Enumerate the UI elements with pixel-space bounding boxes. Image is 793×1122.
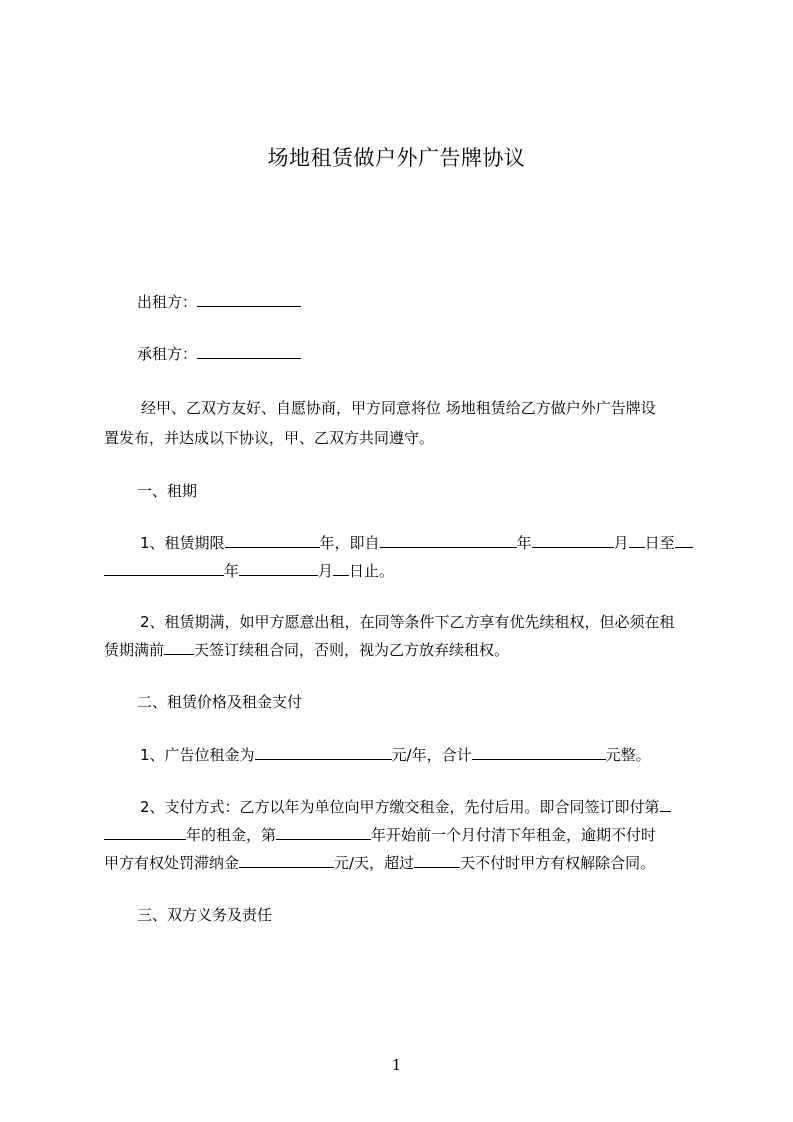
next-year-text: 年开始前一个月付清下年租金，逾期不付时 bbox=[371, 826, 657, 844]
price-clause-2-line-3 bbox=[104, 853, 655, 873]
lessee-blank[interactable] bbox=[197, 344, 301, 359]
price-clause-1 bbox=[140, 745, 651, 765]
document-title: 场地租赁做户外广告牌协议 bbox=[267, 146, 526, 170]
lessor-line bbox=[137, 292, 301, 312]
overdue-days-blank[interactable] bbox=[414, 853, 460, 868]
annual-rent-blank[interactable] bbox=[255, 745, 392, 760]
lessor-blank[interactable] bbox=[197, 292, 301, 307]
renewal-rest-label: 天签订续租合同，否则，视为乙方放弃续租权。 bbox=[194, 641, 510, 659]
start-day-blank[interactable] bbox=[629, 533, 645, 548]
end-day-label: 日止。 bbox=[349, 562, 395, 580]
renewal-days-blank[interactable] bbox=[164, 640, 194, 655]
end-month-blank[interactable] bbox=[239, 561, 318, 576]
price-clause-2-line-2 bbox=[104, 825, 656, 845]
start-year-blank[interactable] bbox=[380, 533, 517, 548]
payment-method-text: 2、支付方式：乙方以年为单位向甲方缴交租金，先付后用。即合同签订即付第 bbox=[140, 798, 660, 816]
start-month-label: 月 bbox=[613, 534, 629, 552]
next-year-blank[interactable] bbox=[276, 825, 371, 840]
first-year-blank-start[interactable] bbox=[660, 797, 671, 812]
term-clause-1-line-1 bbox=[140, 533, 693, 553]
section-heading-duties: 三、双方义务及责任 bbox=[137, 906, 273, 924]
renewal-before-label: 赁期满前 bbox=[104, 641, 165, 659]
total-label: 元/年，合计 bbox=[391, 746, 472, 764]
annual-rent-label: 1、广告位租金为 bbox=[140, 746, 255, 764]
term-clause-2-line-2 bbox=[104, 640, 509, 660]
late-fee-blank[interactable] bbox=[239, 853, 334, 868]
term-clause-2-line-1: 2、租赁期满，如甲方愿意出租，在同等条件下乙方享有优先续租权，但必须在租 bbox=[140, 613, 675, 631]
start-day-label: 日至 bbox=[644, 534, 675, 552]
end-year-blank-start[interactable] bbox=[675, 533, 693, 548]
intro-line-1: 经甲、乙双方友好、自愿协商，甲方同意将位 场地租赁给乙方做户外广告牌设 bbox=[141, 399, 656, 417]
section-heading-price: 二、租赁价格及租金支付 bbox=[137, 693, 303, 711]
term-length-label: 1、租赁期限 bbox=[140, 534, 225, 552]
intro-line-2: 置发布，并达成以下协议，甲、乙双方共同遵守。 bbox=[104, 429, 435, 447]
late-fee-unit: 元/天，超过 bbox=[334, 854, 415, 872]
end-year-label: 年 bbox=[224, 562, 240, 580]
first-year-rent-label: 年的租金，第 bbox=[186, 826, 277, 844]
end-day-blank[interactable] bbox=[333, 561, 349, 576]
price-clause-2-line-1 bbox=[140, 797, 671, 817]
start-month-blank[interactable] bbox=[532, 533, 614, 548]
term-years-blank[interactable] bbox=[225, 533, 320, 548]
term-from-label: 年，即自 bbox=[319, 534, 380, 552]
total-blank[interactable] bbox=[472, 745, 606, 760]
lessor-label: 出租方： bbox=[137, 293, 198, 311]
end-month-label: 月 bbox=[318, 562, 334, 580]
late-fee-label: 甲方有权处罚滞纳金 bbox=[104, 854, 240, 872]
section-heading-term: 一、租期 bbox=[137, 482, 198, 500]
page-number: 1 bbox=[391, 1056, 402, 1074]
termination-text: 天不付时甲方有权解除合同。 bbox=[460, 854, 656, 872]
term-clause-1-line-2 bbox=[104, 561, 394, 581]
lessee-line bbox=[137, 344, 301, 364]
total-suffix: 元整。 bbox=[605, 746, 651, 764]
end-year-blank[interactable] bbox=[104, 561, 224, 576]
start-year-label: 年 bbox=[516, 534, 532, 552]
first-year-blank[interactable] bbox=[104, 825, 186, 840]
lessee-label: 承租方： bbox=[137, 345, 198, 363]
